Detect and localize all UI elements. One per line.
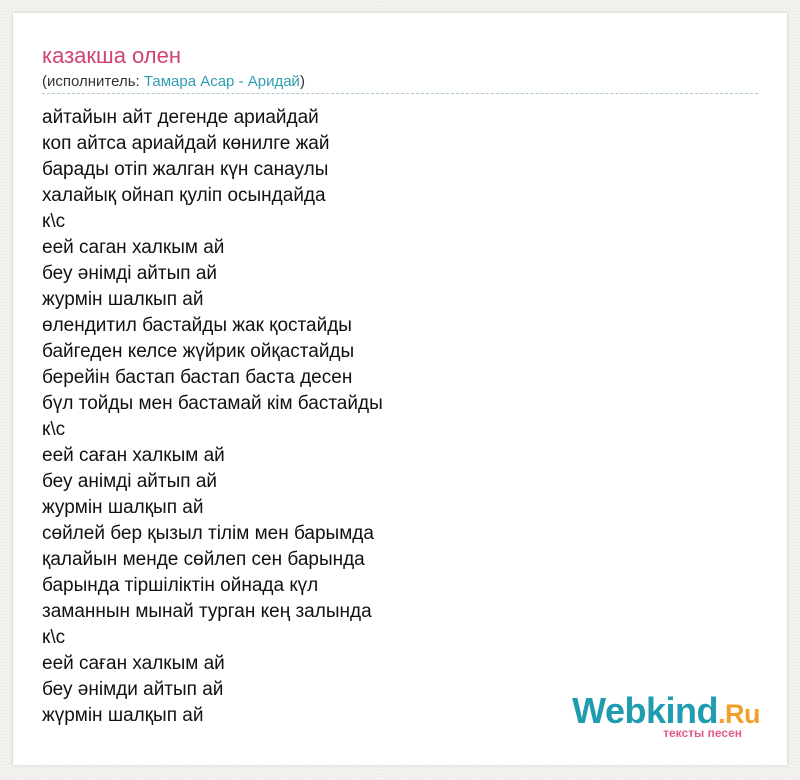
logo-tld-text: .Ru (718, 699, 760, 729)
lyric-line: айтайын айт дегенде ариайдай (42, 107, 319, 128)
lyric-line: беу анімді айтып ай (42, 471, 218, 492)
lyric-line: еей саган халкым ай (42, 237, 225, 258)
lyric-line: беу әнімді айтып ай (42, 263, 218, 284)
lyrics-card (13, 13, 787, 765)
logo-main-text: Webkind (572, 690, 718, 731)
lyric-line: журмін шалкып ай (42, 289, 204, 310)
lyric-line: еей саған халкым ай (42, 445, 225, 466)
lyric-line: барады отіп жалган күн санаулы (42, 159, 329, 180)
lyric-line: к\с (42, 627, 66, 648)
lyric-line: өлендитил бастайды жак қостайды (42, 315, 352, 336)
lyric-line: бүл тойды мен бастамай кім бастайды (42, 393, 383, 414)
performer-prefix: (исполнитель: (42, 73, 144, 90)
lyric-line: жүрмін шалқып ай (42, 705, 204, 726)
lyric-line: сөйлей бер қызыл тілім мен барымда (42, 523, 374, 544)
webkind-logo[interactable] (570, 690, 760, 743)
title-divider (42, 93, 758, 94)
lyric-line: к\с (42, 419, 66, 440)
lyric-line: заманнын мынай турган кең залында (42, 601, 372, 622)
performer-line (42, 73, 305, 91)
lyric-line: журмін шалқып ай (42, 497, 204, 518)
lyric-line: беу әнімди айтып ай (42, 679, 224, 700)
song-title: казакша олен (42, 43, 182, 68)
lyric-line: халайық ойнап қуліп осындайда (42, 185, 326, 206)
lyric-line: байгеден келсе жүйрик ойқастайды (42, 341, 355, 362)
lyric-line: берейін бастап бастап баста десен (42, 367, 353, 388)
lyric-line: қалайын менде сөйлеп сен барында (42, 549, 365, 570)
lyrics-text (42, 105, 383, 729)
lyric-line: к\с (42, 211, 66, 232)
lyric-line: коп айтса ариайдай көнилге жай (42, 133, 330, 154)
logo-tagline: тексты песен (663, 726, 742, 740)
performer-suffix: ) (299, 73, 305, 90)
lyric-line: еей саған халкым ай (42, 653, 225, 674)
lyric-line: барында тіршіліктін ойнада күл (42, 575, 319, 596)
performer-link[interactable]: Тамара Асар - Аридай (143, 73, 300, 90)
